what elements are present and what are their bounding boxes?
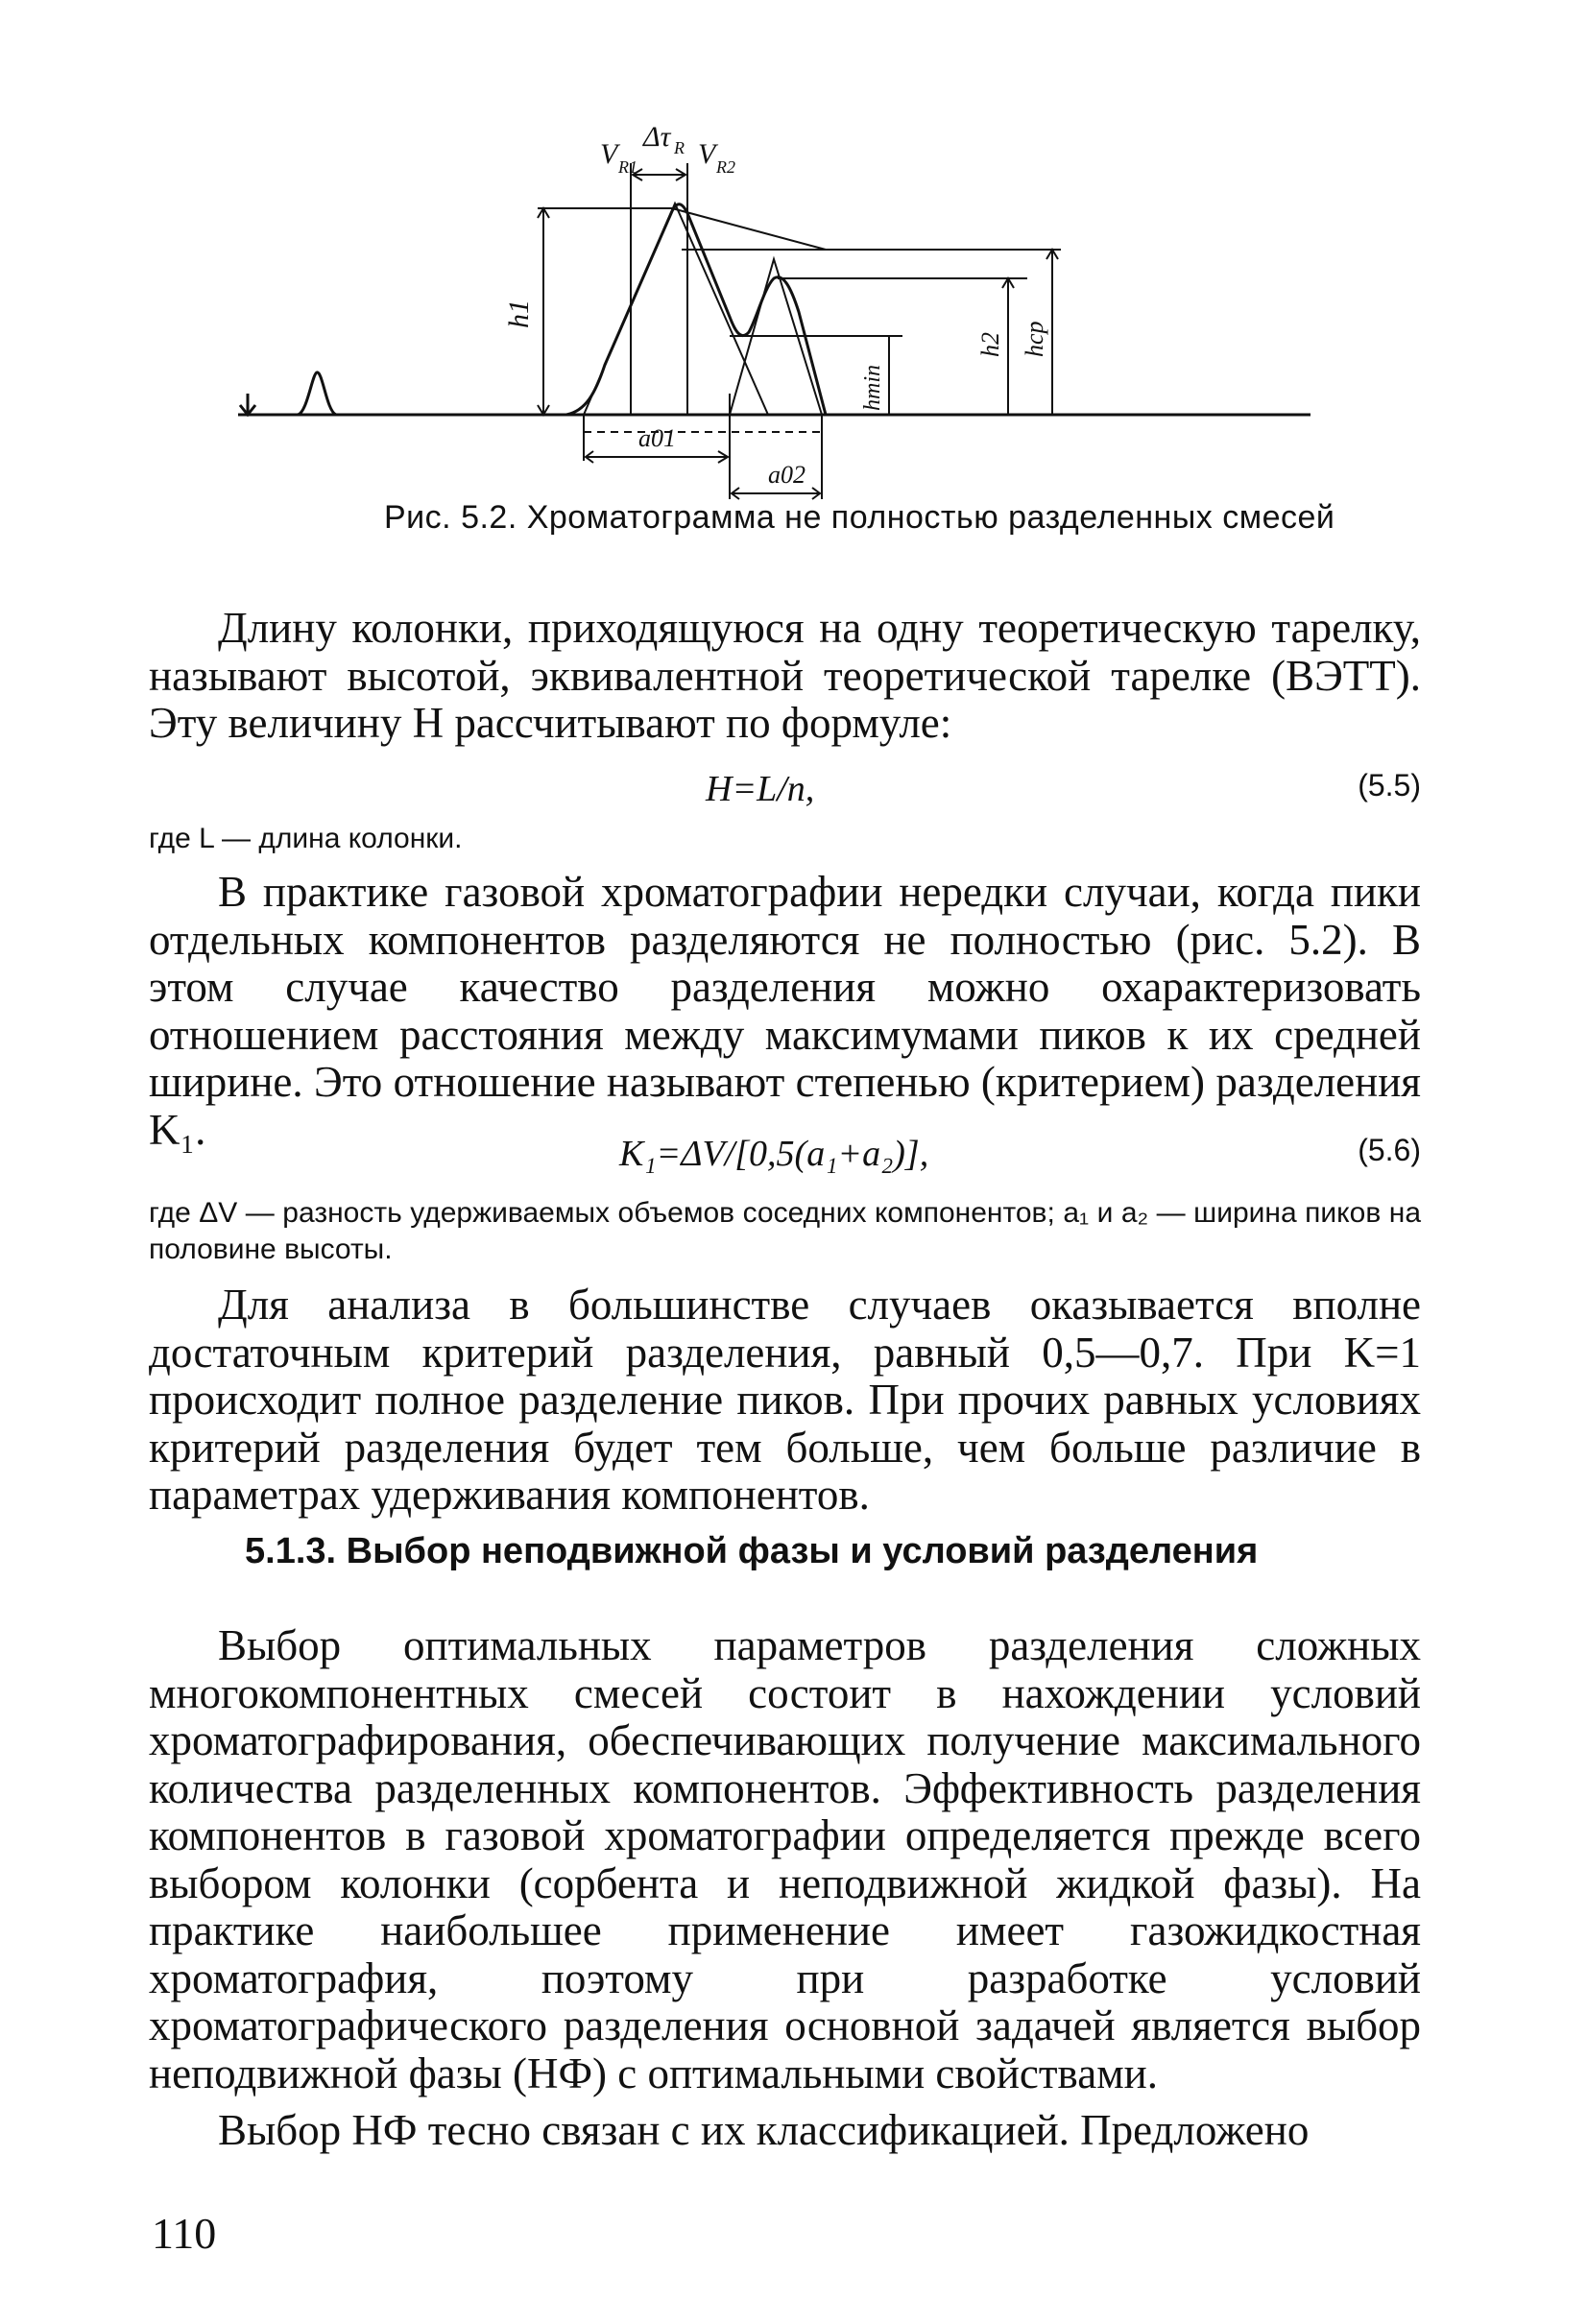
label-dtr: Δτ xyxy=(643,121,671,153)
small-peak xyxy=(298,372,336,415)
equation-number-5-5: (5.5) xyxy=(1358,768,1421,803)
paragraph-3: Для анализа в большинстве случаев оказывается вполне достаточным критерий разделения, равный 0,5—0,7. При K=1 происходит полное разделение пиков. При прочих равных условиях критерий разделения будет тем больше, чем больше различие в параметрах удерживания компонентов. xyxy=(149,1281,1421,1519)
paragraph-5: Выбор НФ тесно связан с их классификацией. Предложено xyxy=(218,2106,1310,2154)
equation-5-6 xyxy=(149,1133,1421,1177)
tangent-peak1 xyxy=(584,204,768,415)
where-note-1: где L — длина колонки. xyxy=(149,823,463,854)
paragraph-2: В практике газовой хроматографии нередки случаи, когда пики отдельных компонентов разделяются не полностью (рис. 5.2). В этом случае качество разделения можно охарактеризовать отношением расстояния между максимумами пиков к их средней ширине. Это отношение называют степенью (критерием) разделения K₁. xyxy=(149,868,1421,1154)
svg-text:R2: R2 xyxy=(716,157,735,177)
figure-caption: Рис. 5.2. Хроматограмма не полностью разделенных смесей xyxy=(384,499,1335,536)
page-number: 110 xyxy=(152,2209,217,2258)
label-vr1: V xyxy=(600,138,618,170)
label-vr2: V xyxy=(698,138,716,170)
chromatogram-diagram xyxy=(230,106,1344,528)
where-note-2: где ΔV — разность удерживаемых объемов соседних компонентов; a₁ и a₂ — ширина пиков на половине высоты. xyxy=(149,1197,1421,1265)
chromatogram-figure xyxy=(230,106,1344,528)
equation-5-5 xyxy=(149,768,1421,812)
equation-number-5-6: (5.6) xyxy=(1358,1133,1421,1167)
label-a02: a02 xyxy=(768,461,806,489)
label-h1: h1 xyxy=(503,299,535,328)
label-hmin: hmin xyxy=(860,365,885,411)
svg-text:R1: R1 xyxy=(618,157,637,177)
label-h2: h2 xyxy=(976,332,1004,357)
formula-5-5: H=L/n, xyxy=(706,769,815,809)
section-heading: 5.1.3. Выбор неподвижной фазы и условий разделения xyxy=(245,1531,1259,1571)
label-hcp: hср xyxy=(1021,321,1048,357)
svg-text:R: R xyxy=(674,138,685,157)
label-a01: a01 xyxy=(638,424,676,452)
paragraph-4: Выбор оптимальных параметров разделения сложных многокомпонентных смесей состоит в нахождении условий хроматографирования, обеспечивающих получение максимального количества разделенных компонентов. Эффективность разделения компонентов в газовой хроматографии определяется прежде всего выбором колонки (сорбента и неподвижной жидкой фазы). На практике наибольшее применение имеет газожидкостная хроматография, поэтому при разработке условий хроматографического разделения основной задачей является выбор неподвижной фазы (НФ) с оптимальными свойствами. xyxy=(149,1621,1421,2097)
formula-5-6: K₁=ΔV/[0,5(a₁+a₂)], xyxy=(619,1134,929,1174)
peak-curve xyxy=(566,204,845,415)
paragraph-1: Длину колонки, приходящуюся на одну теоретическую тарелку, называют высотой, эквивалентной теоретической тарелке (ВЭТТ). Эту величину H рассчитывают по формуле: xyxy=(149,604,1421,747)
